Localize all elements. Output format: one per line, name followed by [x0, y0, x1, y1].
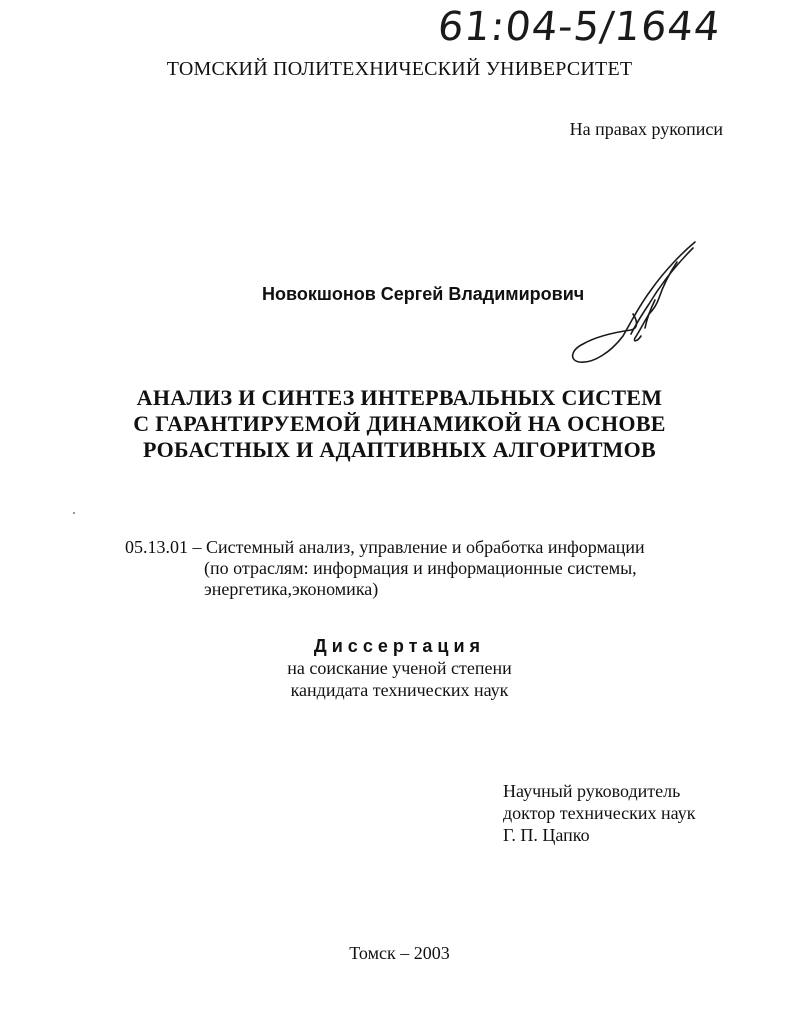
work-type-heading: Диссертация: [313, 636, 486, 656]
specialty-branches-line: (по отраслям: информация и информационные системы,: [204, 558, 637, 578]
manuscript-rights-note: На правах рукописи: [569, 119, 723, 139]
dissertation-title: [0, 385, 799, 463]
specialty-code-line: 05.13.01 – Системный анализ, управление и обработка информации: [125, 537, 645, 557]
signature-icon: [565, 238, 705, 370]
title-line: РОБАСТНЫХ И АДАПТИВНЫХ АЛГОРИТМОВ: [142, 437, 656, 462]
advisor-name: Г. П. Цапко: [503, 825, 590, 845]
author-name: Новокшонов Сергей Владимирович: [262, 284, 585, 304]
scan-speck: [73, 512, 75, 514]
specialty-branches-line-2: энергетика,экономика): [204, 579, 379, 599]
advisor-degree: доктор технических наук: [503, 803, 696, 823]
degree-line: на соискание ученой степени: [287, 658, 512, 678]
archive-code-handwritten: 61:04-5/1644: [435, 4, 723, 50]
scientific-advisor: [503, 780, 696, 846]
city-year: Томск – 2003: [349, 943, 450, 963]
degree-statement: [0, 657, 799, 701]
advisor-role: Научный руководитель: [503, 781, 681, 801]
university-name: ТОМСКИЙ ПОЛИТЕХНИЧЕСКИЙ УНИВЕРСИТЕТ: [166, 58, 633, 80]
title-line: АНАЛИЗ И СИНТЕЗ ИНТЕРВАЛЬНЫХ СИСТЕМ: [136, 385, 663, 410]
title-line: С ГАРАНТИРУЕМОЙ ДИНАМИКОЙ НА ОСНОВЕ: [133, 411, 666, 436]
degree-line: кандидата технических наук: [290, 680, 509, 700]
